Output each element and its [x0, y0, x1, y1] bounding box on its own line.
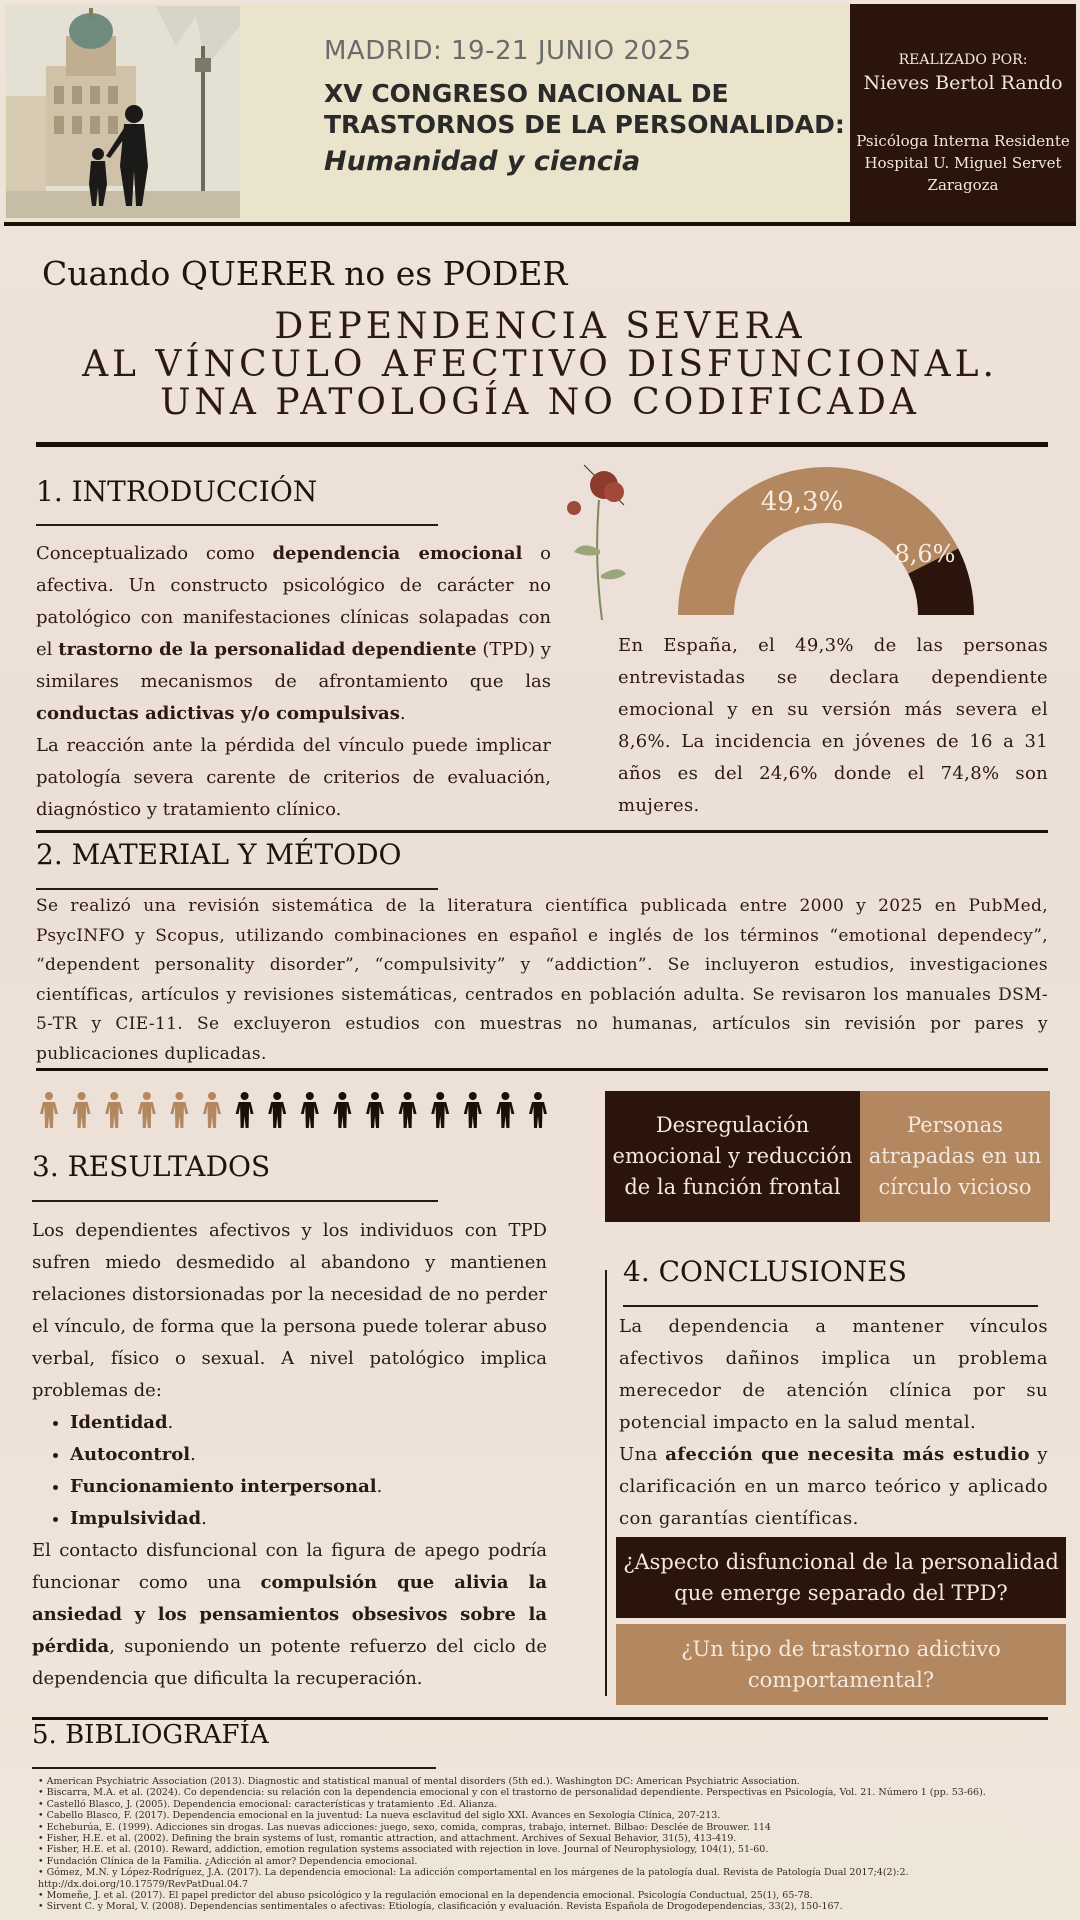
person-icon	[73, 1092, 91, 1128]
flower-icon	[564, 460, 634, 630]
stats-text: En España, el 49,3% de las personas entrevistadas se declara dependiente emocional y en su versión más severa el 8,6%. La incidencia en jóvenes de 16 a 31 años es del 24,6% donde el 74,8% son mujeres.	[618, 635, 1048, 816]
title-line: UNA PATOLOGÍA NO CODIFICADA	[160, 382, 920, 423]
question-box-adictivo: ¿Un tipo de trastorno adictivo comportamental?	[616, 1624, 1066, 1705]
conclusions-underline	[623, 1305, 1038, 1307]
author-hospital: Hospital U. Miguel Servet	[864, 154, 1062, 172]
results-emph-compulsion: compulsión que alivia la ansiedad y los pensamientos obsesivos sobre la pérdida	[32, 1572, 548, 1657]
person-icon	[236, 1092, 254, 1128]
section-divider	[36, 1068, 1048, 1071]
bibliography-item: • Sirvent C. y Moral, V. (2008). Dependencias sentimentales o afectivas: Etiología, clasificación y evaluación. Revista Española de Drogodependencias, 33(2), 150-167.	[38, 1901, 843, 1913]
conclusions-text-part: y clarificación en un marco teórico y aplicado con garantías científicas.	[619, 1444, 1048, 1529]
person-icon	[529, 1092, 547, 1128]
results-underline	[32, 1200, 438, 1202]
congress-date: MADRID: 19-21 JUNIO 2025	[324, 36, 692, 66]
bibliography-underline	[32, 1767, 436, 1769]
person-icon	[301, 1092, 319, 1128]
congress-name-line1: XV CONGRESO NACIONAL DE	[324, 79, 729, 108]
box-circulo-vicioso: Personas atrapadas en un círculo vicioso	[860, 1091, 1050, 1222]
bullet-impulsividad: Impulsividad	[70, 1508, 202, 1529]
bullet-identidad: Identidad	[70, 1412, 168, 1433]
bibliography-item: • Fundación Clínica de la Familia. ¿Adicción al amor? Dependencia emocional.	[38, 1855, 418, 1867]
method-text: Se realizó una revisión sistemática de la literatura científica publicada entre 2000 y 2025 en PubMed, PsycINFO y Scopus, utilizando combinaciones en español e inglés de los términos “emotional dependecy”, “dependent personality disorder”, “compulsivity” y “addiction”. Se incluyeron estudios, investigaciones científicas, artículos y revisiones sistemáticas, centrados en población adulta. Se revisaron los manuales DSM-5-TR y CIE-11. Se excluyeron estudios con muestras no humanas, artículos sin revisión por pares y publicaciones duplicadas.	[36, 896, 1048, 1064]
person-icon	[170, 1092, 188, 1128]
question-box-personalidad: ¿Aspecto disfuncional de la personalidad que emerge separado del TPD?	[616, 1537, 1066, 1618]
intro-text	[36, 538, 551, 826]
bibliography-item: • Cabello Blasco, F. (2017). Dependencia emocional en la juventud: La nueva esclavitud del siglo XXI. Avances en Sexología Clínica, 207-213.	[38, 1810, 721, 1822]
author-box	[850, 4, 1076, 222]
title-line: DEPENDENCIA SEVERA	[274, 306, 806, 347]
congress-subtitle: Humanidad y ciencia	[324, 146, 641, 177]
intro-text-part: Conceptualizado como	[36, 543, 273, 564]
intro-emph-dependencia: dependencia emocional	[272, 543, 523, 564]
results-bullet-list	[32, 1407, 547, 1535]
list-item: • Identidad.	[70, 1407, 547, 1439]
madrid-illustration	[6, 6, 240, 218]
conclusions-title: 4. CONCLUSIONES	[623, 1255, 907, 1288]
bullet-funcionamiento: Funcionamiento interpersonal	[70, 1476, 377, 1497]
intro-text-part: o afectiva. Un constructo psicológico de carácter no patológico con manifestaciones clínicas solapadas con el	[36, 543, 551, 660]
conclusions-text	[619, 1311, 1048, 1535]
bullet-autocontrol: Autocontrol	[70, 1444, 191, 1465]
box-desregulacion: Desregulación emocional y reducción de la función frontal	[605, 1091, 860, 1222]
person-icon	[138, 1092, 156, 1128]
author-affiliation	[850, 130, 1076, 196]
results-text	[32, 1215, 547, 1695]
conclusions-paragraph-2	[619, 1439, 1048, 1535]
congress-info	[324, 36, 864, 177]
conclusions-vertical-line	[605, 1270, 607, 1696]
conclusions-text-part: Una	[619, 1444, 666, 1465]
author-role: Psicóloga Interna Residente	[856, 132, 1070, 150]
person-icon	[431, 1092, 449, 1128]
conclusions-paragraph-1: La dependencia a mantener vínculos afectivos dañinos implica un problema merecedor de atención clínica por su potencial impacto en la salud mental.	[619, 1316, 1048, 1433]
bibliography-list	[38, 1776, 1068, 1913]
person-icon	[333, 1092, 351, 1128]
congress-name-line2: TRASTORNOS DE LA PERSONALIDAD:	[324, 110, 845, 139]
bibliography-item: • Fisher, H.E. et al. (2010). Reward, addiction, emotion regulation systems associated with rejection in love. Journal of Neurophysiology, 104(1), 51-60.	[38, 1844, 769, 1856]
city-father-child-icon	[6, 6, 240, 218]
intro-text-part: .	[399, 703, 406, 724]
results-paragraph-2	[32, 1535, 547, 1695]
section-divider	[36, 830, 1048, 833]
intro-title: 1. INTRODUCCIÓN	[36, 475, 318, 508]
results-text-part: , suponiendo un potente refuerzo del ciclo de dependencia que dificulta la recuperación.	[32, 1636, 547, 1689]
bibliography-item: http://dx.doi.org/10.17579/RevPatDual.04.7	[38, 1878, 249, 1890]
title-divider	[36, 442, 1048, 447]
conclusions-emph: afección que necesita más estudio	[665, 1444, 1030, 1465]
method-title: 2. MATERIAL Y MÉTODO	[36, 838, 402, 871]
person-icon	[399, 1092, 417, 1128]
gauge-label-49-3: 49,3%	[760, 487, 844, 517]
intro-text-part: (TPD) y similares mecanismos de afrontamiento que las	[36, 639, 551, 692]
person-icon	[268, 1092, 286, 1128]
dependency-gauge-chart	[672, 465, 980, 627]
method-underline	[36, 888, 438, 890]
intro-emph-conductas: conductas adictivas y/o compulsivas	[36, 703, 400, 724]
bibliography-item: • Echeburúa, E. (1999). Adicciones sin drogas. Las nuevas adicciones: juego, sexo, comida, compras, trabajo, internet. Bilbao: Desclée de Brouwer. 114	[38, 1821, 771, 1833]
people-icon-row	[34, 1090, 554, 1130]
person-icon	[203, 1092, 221, 1128]
author-city: Zaragoza	[927, 176, 999, 194]
list-item: • Funcionamiento interpersonal.	[70, 1471, 547, 1503]
bibliography-title: 5. BIBLIOGRAFÍA	[32, 1720, 269, 1750]
header-divider	[4, 222, 1076, 226]
person-icon	[464, 1092, 482, 1128]
bibliography-item: • American Psychiatric Association (2013). Diagnostic and statistical manual of mental disorders (5th ed.). Washington DC: American Psychiatric Association.	[38, 1776, 800, 1787]
list-item: • Impulsividad.	[70, 1503, 547, 1535]
person-icon	[105, 1092, 123, 1128]
list-item: • Autocontrol.	[70, 1439, 547, 1471]
results-text-part: El contacto disfuncional con la figura de apego podría funcionar como una	[32, 1540, 547, 1593]
bibliography-item: • Biscarra, M.A. et al. (2024). Co dependencia: su relación con la dependencia emocional y con el trastorno de personalidad dependiente. Perspectivas en Psicología, Vol. 21. Número 1 (pp. 53-66).	[38, 1787, 986, 1799]
person-icon	[496, 1092, 514, 1128]
intro-underline	[36, 524, 438, 526]
intro-paragraph-2: La reacción ante la pérdida del vínculo puede implicar patología severa carente de criterios de evaluación, diagnóstico y tratamiento clínico.	[36, 735, 551, 820]
results-paragraph-1: Los dependientes afectivos y los individuos con TPD sufren miedo desmedido al abandono y mantienen relaciones distorsionadas por la necesidad de no perder el vínculo, de forma que la persona puede tolerar abuso verbal, físico o sexual. A nivel patológico implica problemas de:	[32, 1220, 547, 1401]
author-name: Nieves Bertol Rando	[863, 72, 1063, 94]
author-label: REALIZADO POR:	[898, 52, 1028, 68]
title-line: AL VÍNCULO AFECTIVO DISFUNCIONAL.	[82, 344, 998, 385]
bibliography-item: • Gómez, M.N. y López-Rodríguez, J.A. (2017). La dependencia emocional: La adicción comportamental en los márgenes de la patología dual. Revista de Patología Dual 2017;4(2):2.	[38, 1867, 909, 1879]
results-title: 3. RESULTADOS	[32, 1150, 271, 1183]
gauge-label-8-6: 8,6%	[894, 540, 956, 568]
bibliography-item: • Fisher, H.E. et al. (2002). Defining the brain systems of lust, romantic attraction, and attachment. Archives of Sexual Behavior, 31(5), 413-419.	[38, 1833, 737, 1845]
intro-emph-tpd: trastorno de la personalidad dependiente	[58, 639, 477, 660]
pre-title: Cuando QUERER no es PODER	[42, 254, 568, 293]
person-icon	[40, 1092, 58, 1128]
bibliography-item: • Momeñe, J. et al. (2017). El papel predictor del abuso psicológico y la regulación emocional en la dependencia emocional. Psicología Conductual, 25(1), 65-78.	[38, 1890, 813, 1902]
person-icon	[366, 1092, 384, 1128]
bibliography-item: • Castelló Blasco, J. (2005). Dependencia emocional: características y tratamiento .Ed. Alianza.	[38, 1798, 498, 1810]
main-title	[30, 308, 1050, 422]
